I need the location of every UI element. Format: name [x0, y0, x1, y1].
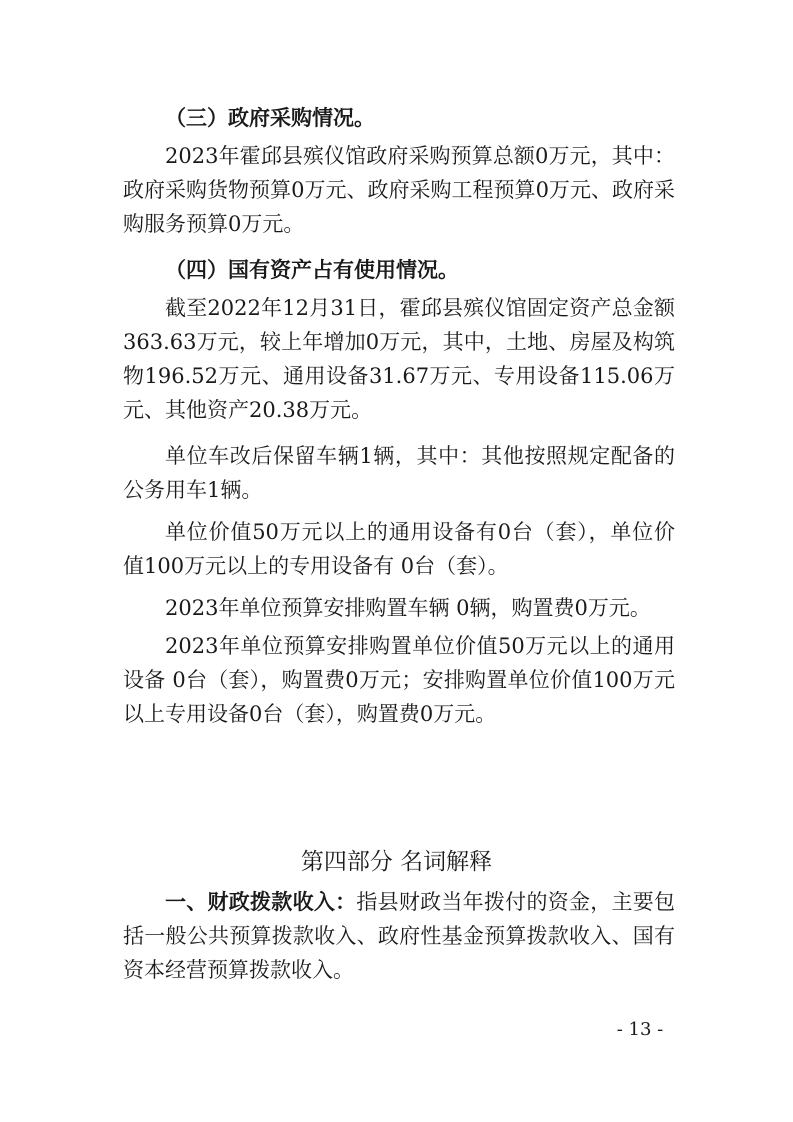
- definition-text: 指县财政当年拨付的资金，主要包括一般公共预算拨款收入、政府性基金预算拨款收入、国有资本经营预算拨款收入。: [123, 890, 676, 982]
- page-number: - 13 -: [616, 1019, 664, 1040]
- assets-paragraph: 截至2022年12月31日，霍邱县殡仪馆固定资产总金额363.63万元，较上年增加0万元，其中，土地、房屋及构筑物196.52万元、通用设备31.67万元、专用设备115.06万元、其他资产20.38万元。: [123, 296, 675, 422]
- vehicles-paragraph: 单位车改后保留车辆1辆，其中：其他按照规定配备的公务用车1辆。: [123, 444, 675, 502]
- procurement-paragraph: 2023年霍邱县殡仪馆政府采购预算总额0万元，其中：政府采购货物预算0万元、政府采购工程预算0万元、政府采购服务预算0万元。: [123, 144, 675, 236]
- equipment-budget-paragraph: 2023年单位预算安排购置单位价值50万元以上的通用设备 0台（套），购置费0万元；安排购置单位价值100万元以上专用设备0台（套），购置费0万元。: [123, 634, 675, 726]
- definition-paragraph: [123, 885, 675, 987]
- section-heading-procurement: （三）政府采购情况。: [165, 105, 375, 130]
- part-title: 第四部分 名词解释: [300, 849, 493, 875]
- section-heading-assets: （四）国有资产占有使用情况。: [165, 257, 459, 282]
- equipment-paragraph: 单位价值50万元以上的通用设备有0台（套），单位价值100万元以上的专用设备有 0台（套）。: [123, 520, 675, 578]
- definition-term: 一、财政拨款收入：: [165, 889, 357, 914]
- vehicle-budget-paragraph: 2023年单位预算安排购置车辆 0辆，购置费0万元。: [165, 596, 651, 620]
